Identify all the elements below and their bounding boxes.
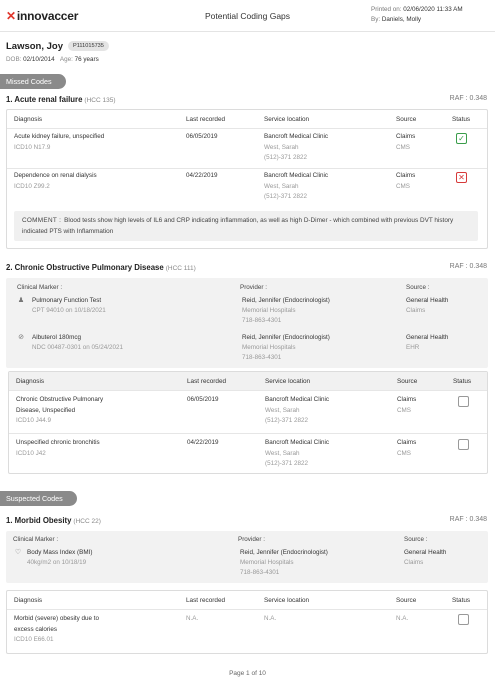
marker-name: Pulmonary Function Test (32, 297, 102, 304)
phone-number: (512)-371 2822 (264, 193, 308, 200)
diagnosis-name: Acute kidney failure, unspecified (14, 133, 105, 140)
provider-name: West, Sarah (264, 143, 299, 151)
status-checkbox[interactable] (458, 439, 469, 450)
col-status: Status (452, 597, 471, 604)
marker-detail: 40kg/m2 on 10/18/19 (27, 559, 87, 566)
diagnosis-cell (14, 132, 104, 153)
heart-icon: ♡ (14, 549, 22, 556)
marker-detail: NDC 00487-0301 on 05/24/2021 (32, 344, 124, 351)
diagnosis-cell (16, 395, 103, 427)
row-divider (7, 168, 487, 169)
clinical-marker-box (6, 278, 488, 368)
phone-number: (512)-371 2822 (265, 460, 309, 467)
provider-facility: Memorial Hospitals (242, 344, 296, 351)
source-system: CMS (396, 143, 410, 151)
page-number: Page 1 of 10 (229, 670, 266, 677)
condition-title (6, 95, 115, 104)
last-recorded-cell: 04/22/2019 (187, 439, 219, 446)
comment-box (14, 211, 478, 241)
suspected-codes-section-label: Suspected Codes (0, 491, 77, 506)
provider-info (240, 548, 328, 578)
source-name: General Health (404, 549, 447, 556)
source-system: CMS (397, 449, 411, 457)
raf-score: RAF : 0.348 (449, 516, 487, 523)
condition-name: 1. Acute renal failure (6, 95, 83, 104)
provider-name: West, Sarah (265, 449, 300, 457)
service-location-cell (265, 395, 329, 427)
provider-phone: 718-863-4301 (240, 569, 280, 576)
diagnosis-table (6, 109, 488, 249)
col-status: Status (452, 116, 471, 123)
diagnosis-name: Unspecified chronic bronchitis (16, 439, 100, 446)
provider-phone: 718-863-4301 (242, 354, 282, 361)
printed-label: Printed on: (371, 6, 402, 13)
source-system: CMS (396, 182, 410, 190)
marker-name: Body Mass Index (BMI) (27, 549, 93, 556)
source-system: CMS (397, 406, 411, 414)
col-status: Status (453, 378, 472, 385)
diagnosis-cell (14, 614, 99, 646)
service-location-cell (264, 171, 328, 203)
source-heading: Source : (404, 536, 428, 543)
col-diagnosis: Diagnosis (16, 378, 45, 385)
logo-mark-icon: ✕ (6, 9, 16, 23)
check-icon: ✓ (458, 134, 465, 143)
source-type: Claims (396, 172, 416, 179)
diagnosis-name: Dependence on renal dialysis (14, 172, 97, 179)
raf-score: RAF : 0.348 (449, 95, 487, 102)
hcc-code: (HCC 135) (84, 97, 116, 104)
source-system: EHR (406, 344, 420, 351)
diagnosis-name-cont: excess calories (14, 625, 58, 633)
source-name: General Health (406, 334, 449, 341)
clinical-marker (27, 548, 92, 568)
dob-label: DOB: (6, 56, 22, 63)
source-cell (396, 132, 415, 153)
col-source: Source (396, 597, 417, 604)
age-label: Age: (59, 56, 73, 63)
source-cell (397, 438, 416, 459)
page-title: Potential Coding Gaps (204, 11, 291, 21)
clinic-name: Bancroft Medical Clinic (265, 439, 330, 446)
provider-heading: Provider : (240, 284, 267, 291)
condition-title (6, 516, 101, 525)
header-divider (0, 31, 495, 32)
status-checkbox[interactable] (458, 614, 469, 625)
col-service-location: Service location (264, 597, 310, 604)
condition-name: 2. Chronic Obstructive Pulmonary Disease (6, 263, 164, 272)
source-type: Claims (397, 439, 417, 446)
provider-facility: Memorial Hospitals (240, 559, 294, 566)
x-icon: ✕ (458, 173, 465, 182)
col-diagnosis: Diagnosis (14, 116, 43, 123)
patient-name: Lawson, Joy (6, 41, 64, 52)
col-source: Source (396, 116, 417, 123)
source-type: Claims (396, 133, 416, 140)
diagnosis-cell (16, 438, 100, 459)
source-cell (396, 171, 415, 192)
patient-id-badge: P111015735 (68, 41, 109, 51)
condition-title (6, 263, 196, 272)
marker-source (406, 333, 448, 353)
source-type: Claims (397, 396, 417, 403)
pill-icon: ⊘ (18, 334, 24, 341)
provider-name: West, Sarah (265, 406, 300, 414)
provider-heading: Provider : (238, 536, 265, 543)
clinic-name: Bancroft Medical Clinic (264, 172, 329, 179)
marker-detail: CPT 94010 on 10/18/2021 (32, 307, 106, 314)
row-divider (7, 128, 487, 129)
col-service-location: Service location (265, 378, 311, 385)
source-heading: Source : (406, 284, 430, 291)
source-system: Claims (406, 307, 426, 314)
diagnosis-name: Chronic Obstructive Pulmonary (16, 396, 104, 403)
diagnosis-table (6, 590, 488, 654)
last-recorded-cell: 04/22/2019 (186, 172, 218, 179)
service-location-cell (265, 438, 329, 470)
row-divider (7, 609, 487, 610)
icd-code: ICD10 J44.9 (16, 417, 52, 424)
provider-phone: 718-863-4301 (242, 317, 282, 324)
by-value: Daniels, Molly (381, 16, 422, 23)
source-name: General Health (406, 297, 449, 304)
col-service-location: Service location (264, 116, 310, 123)
status-rejected-checkbox[interactable] (456, 172, 467, 183)
clinical-marker (32, 333, 123, 353)
row-divider (9, 390, 487, 391)
provider-name: Reid, Jennifer (Endocrinologist) (242, 334, 330, 341)
service-location-cell (264, 132, 328, 164)
status-checkbox[interactable] (458, 396, 469, 407)
logo-text: innovaccer (16, 9, 79, 23)
marker-name: Albuterol 180mcg (32, 334, 82, 341)
by-label: By: (371, 16, 381, 23)
status-accepted-checkbox[interactable] (456, 133, 467, 144)
icd-code: ICD10 J42 (16, 449, 46, 457)
missed-codes-section-label: Missed Codes (0, 74, 66, 89)
person-icon: ♟ (17, 297, 25, 304)
age-value: 76 years (74, 56, 99, 63)
icd-code: ICD10 Z99.2 (14, 182, 50, 190)
phone-number: (512)-371 2822 (265, 417, 309, 424)
phone-number: (512)-371 2822 (264, 154, 308, 161)
provider-name: West, Sarah (264, 182, 299, 190)
provider-info (242, 296, 330, 326)
diagnosis-cell (14, 171, 97, 192)
clinical-marker-box (6, 531, 488, 583)
icd-code: ICD10 N17.9 (14, 143, 51, 151)
last-recorded-cell: 06/05/2019 (186, 133, 218, 140)
provider-name: Reid, Jennifer (Endocrinologist) (242, 297, 330, 304)
comment-label: COMMENT : (22, 217, 62, 224)
patient-demographics (6, 56, 99, 63)
diagnosis-name: Morbid (severe) obesity due to (14, 615, 100, 622)
service-location-cell: N.A. (264, 615, 277, 622)
condition-name: 1. Morbid Obesity (6, 516, 72, 525)
hcc-code: (HCC 111) (165, 265, 196, 272)
row-divider (9, 433, 487, 434)
marker-source (406, 296, 448, 316)
col-source: Source (397, 378, 418, 385)
diagnosis-table (8, 371, 488, 474)
comment-text: Blood tests show high levels of IL6 and CRP indicating inflammation, as well as high D-Dimer - which combined with previous DVT history indicated PTS with Inflammation (22, 217, 454, 235)
clinical-marker-heading: Clinical Marker : (13, 536, 59, 543)
source-system: Claims (404, 559, 424, 566)
diagnosis-name-cont: Disease, Unspecified (16, 406, 76, 414)
printed-value: 02/06/2020 11:33 AM (403, 6, 463, 13)
clinic-name: Bancroft Medical Clinic (264, 133, 329, 140)
clinical-marker-heading: Clinical Marker : (17, 284, 63, 291)
dob-value: 02/10/2014 (23, 56, 55, 63)
provider-name: Reid, Jennifer (Endocrinologist) (240, 549, 328, 556)
col-diagnosis: Diagnosis (14, 597, 43, 604)
icd-code: ICD10 E66.01 (14, 636, 54, 643)
print-info (371, 5, 463, 25)
clinical-marker (32, 296, 106, 316)
source-cell: N.A. (396, 615, 409, 622)
marker-source (404, 548, 446, 568)
raf-score: RAF : 0.348 (449, 263, 487, 270)
hcc-code: (HCC 22) (73, 518, 101, 525)
last-recorded-cell: 06/05/2019 (187, 396, 219, 403)
col-last-recorded: Last recorded (186, 597, 226, 604)
col-last-recorded: Last recorded (187, 378, 227, 385)
clinic-name: Bancroft Medical Clinic (265, 396, 330, 403)
source-cell (397, 395, 416, 416)
provider-info (242, 333, 330, 363)
last-recorded-cell: N.A. (186, 615, 199, 622)
provider-facility: Memorial Hospitals (242, 307, 296, 314)
col-last-recorded: Last recorded (186, 116, 226, 123)
